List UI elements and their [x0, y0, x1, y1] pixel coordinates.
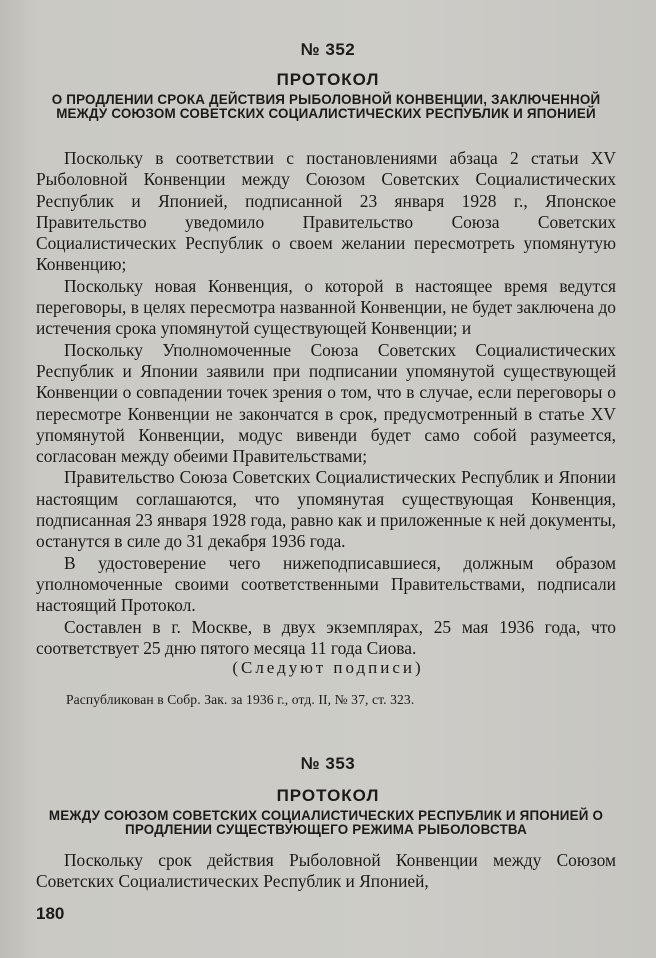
doc-353-body — [36, 850, 616, 893]
doc-352-paragraph: Поскольку новая Конвенция, о которой в настоящее время ведутся переговоры, в целях пересмотра названной Конвенции, не будет заключена до истечения срока упомянутой существующей Конвенции; и — [36, 275, 616, 339]
page-number: 180 — [36, 904, 65, 923]
doc-353-paragraph: Поскольку срок действия Рыболовной Конвенции между Союзом Советских Социалистических Республик и Японией, — [36, 850, 616, 892]
doc-352-paragraph: В удостоверение чего нижеподписавшиеся, должным образом уполномоченные своими соответственными Правительствами, подписали настоящий Протокол. — [36, 552, 616, 616]
doc-352-title: ПРОТОКОЛ — [276, 70, 380, 89]
doc-352-paragraph: Правительство Союза Советских Социалистических Республик и Японии настоящим соглашаются, что упомянутая существующая Конвенция, подписанная 23 января 1928 года, равно как и приложенные к ней документы, останутся в силе до 31 декабря 1936 года. — [36, 467, 616, 552]
doc-352-subtitle: О ПРОДЛЕНИИ СРОКА ДЕЙСТВИЯ РЫБОЛОВНОЙ КОНВЕНЦИИ, ЗАКЛЮЧЕННОЙ МЕЖДУ СОЮЗОМ СОВЕТСКИХ СОЦИАЛИСТИЧЕСКИХ РЕСПУБЛИК И ЯПОНИЕЙ — [51, 92, 601, 121]
doc-352-body — [36, 148, 616, 659]
doc-352-paragraph: Поскольку в соответствии с постановлениями абзаца 2 статьи XV Рыболовной Конвенции между Союзом Советских Социалистических Республик и Японией, подписанной 23 января 1928 г., Японское Правительство уведомило Правительство Союза Советских Социалистических Республик о своем желании пересмотреть упомянутую Конвенцию; — [36, 148, 616, 275]
doc-353-subtitle: МЕЖДУ СОЮЗОМ СОВЕТСКИХ СОЦИАЛИСТИЧЕСКИХ РЕСПУБЛИК И ЯПОНИЕЙ О ПРОДЛЕНИИ СУЩЕСТВУЮЩЕГО РЕЖИМА РЫБОЛОВСТВА — [48, 808, 604, 837]
doc-352-paragraph: Составлен в г. Москве, в двух экземплярах, 25 мая 1936 года, что соответствует 25 дню пятого месяца 11 года Сиова. — [36, 616, 616, 658]
doc-352-number: № 352 — [300, 40, 356, 59]
doc-353-number: № 353 — [300, 754, 356, 773]
doc-352-publication-note: Распубликован в Собр. Зак. за 1936 г., отд. II, № 37, ст. 323. — [66, 692, 415, 707]
doc-352-paragraph: Поскольку Уполномоченные Союза Советских Социалистических Республик и Японии заявили при подписании упомянутой существующей Конвенции о совпадении точек зрения о том, что в случае, если переговоры о пересмотре Конвенции не закончатся в срок, предусмотренный в статье XV упомянутой Конвенции, модус вивенди будет само собой разумеется, согласован между обеими Правительствами; — [36, 339, 616, 467]
doc-353-title: ПРОТОКОЛ — [276, 786, 380, 805]
doc-352-signatures: (Следуют подписи) — [232, 658, 424, 677]
